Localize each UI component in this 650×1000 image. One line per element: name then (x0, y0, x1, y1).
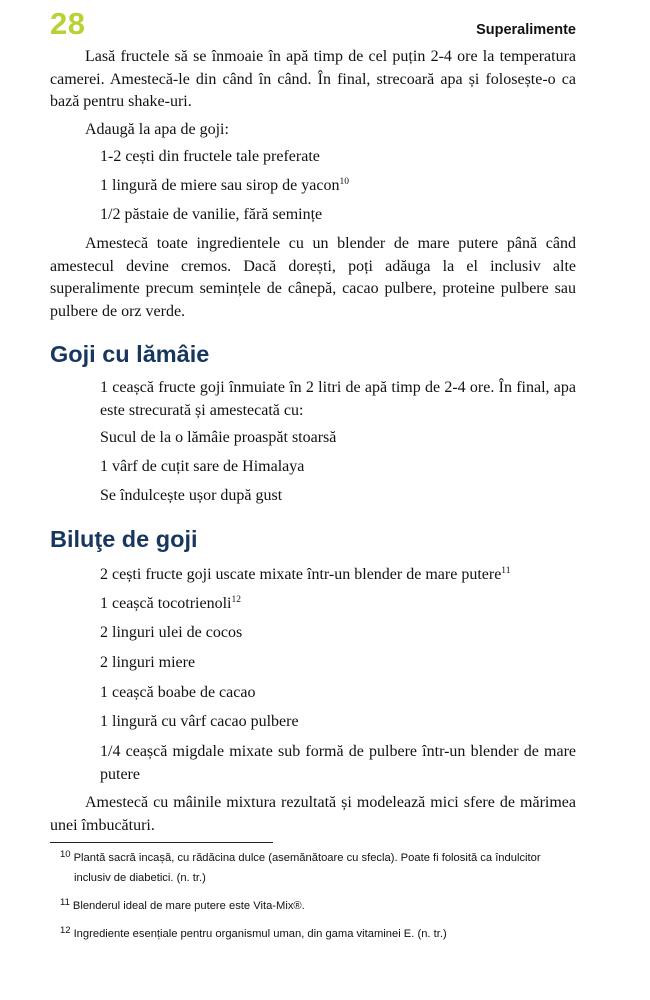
list-item (100, 146, 576, 169)
footnote (50, 896, 580, 916)
list-item-text: 2 linguri ulei de cocos (100, 624, 243, 641)
list-item-text: 1 lingură cu vârf cacao pulbere (100, 713, 299, 730)
list-item: 1 vârf de cuțit sare de Himalaya (100, 458, 305, 475)
list-item: Se îndulcește ușor după gust (100, 487, 283, 504)
footnote-text: Ingrediente esențiale pentru organismul uman, din gama vitaminei E. (n. tr.) (73, 928, 447, 940)
list-item-text: 2 cești fructe goji uscate mixate într-un blender de mare putere (100, 566, 502, 583)
footnote-number: 12 (60, 925, 71, 936)
footnote-text: Blenderul ideal de mare putere este Vita-Mix®. (72, 900, 305, 912)
intro-paragraph: Lasă fructele să se înmoaie în apă timp de cel puțin 2-4 ore la temperatura camerei. Amestecă-le din când în când. În final, strecoară apa și folosește-o ca bază pentru shake-uri. (50, 48, 576, 110)
footnote-divider (50, 842, 273, 843)
list-item-text: 1 ceașcă tocotrienoli (100, 595, 232, 612)
list-item (100, 564, 576, 587)
list-item-text: 1/2 păstaie de vanilie, fără semințe (100, 206, 323, 223)
list-item-text: 1 lingură de miere sau sirop de yacon (100, 177, 340, 194)
running-head: Superalimente (476, 22, 576, 38)
footnote-number: 10 (60, 849, 71, 860)
footnote (50, 848, 580, 888)
blend-paragraph: Amestecă toate ingredientele cu un blender de mare putere până când amestecul devine cremos. Dacă dorești, poți adăuga la el inclusiv alte superalimente precum semințele de cânepă, cacao pulbere, proteine pulbere sau pulbere de orz verde. (50, 235, 576, 320)
goji-water-lead: Adaugă la apa de goji: (85, 121, 229, 138)
list-item (100, 622, 576, 645)
page-number: 28 (50, 6, 86, 41)
list-item (100, 593, 576, 616)
footnote (50, 924, 580, 944)
footnote-ref: 11 (501, 566, 511, 576)
list-item-text: 1-2 cești din fructele tale preferate (100, 148, 320, 165)
closing-paragraph: Amestecă cu mâinile mixtura rezultată și modelează mici sfere de mărimea unei îmbucături. (50, 794, 576, 834)
section-heading-goji-lemon: Goji cu lămâie (50, 341, 210, 367)
list-item: Sucul de la o lămâie proaspăt stoarsă (100, 429, 337, 446)
list-item (100, 711, 576, 734)
list-item-text: 1 ceașcă boabe de cacao (100, 684, 256, 701)
list-item (100, 682, 576, 705)
list-item (100, 175, 576, 198)
list-item (100, 741, 576, 786)
footnote-number: 11 (60, 897, 70, 908)
list-item (100, 204, 576, 227)
footnote-text-continued: inclusiv de diabetici. (n. tr.) (74, 872, 206, 884)
footnote-ref: 12 (231, 595, 241, 605)
list-item-text: 1/4 ceașcă migdale mixate sub formă de pulbere într-un blender de mare putere (100, 743, 576, 783)
section-heading-goji-balls: Biluţe de goji (50, 526, 198, 552)
list-item-text: 2 linguri miere (100, 654, 196, 671)
footnote-text: Plantă sacră incașă, cu rădăcina dulce (asemănătoare cu sfecla). Poate fi folosită ca îndulcitor (73, 852, 541, 864)
list-item: 1 ceașcă fructe goji înmuiate în 2 litri de apă timp de 2-4 ore. În final, apa este strecurată și amestecată cu: (100, 379, 576, 419)
footnote-ref: 10 (339, 177, 349, 187)
list-item (100, 652, 576, 675)
